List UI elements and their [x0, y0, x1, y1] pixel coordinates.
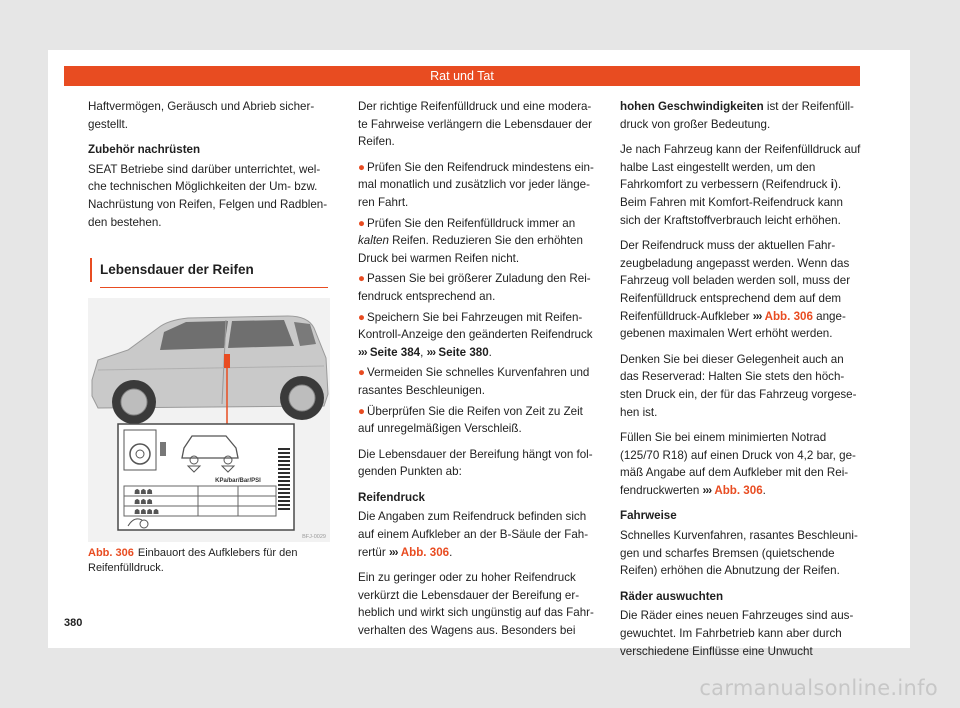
svg-text:☗☗☗☗: ☗☗☗☗ — [134, 509, 160, 516]
bullet-icon: ● — [358, 160, 366, 174]
caption-text: Einbauort des Aufklebers für den Reifenfülldruck. — [88, 547, 298, 574]
figure-link[interactable]: Abb. 306 — [764, 309, 813, 323]
svg-text:☗☗☗: ☗☗☗ — [134, 489, 153, 496]
subheading-tire-pressure: Reifendruck — [358, 490, 426, 504]
bullet-item: ● Vermeiden Sie schnelles Kurvenfahren und rasantes Beschleunigen. — [358, 366, 590, 397]
figure-link[interactable]: Abb. 306 — [400, 545, 450, 559]
tire-label-illustration — [88, 298, 330, 542]
bullet-item: ● Prüfen Sie den Reifenfülldruck immer an kalten Reifen. Reduzieren Sie den erhöhten Druck bei warmen Reifen nicht. — [358, 216, 583, 265]
section-title: Lebensdauer der Reifen — [100, 260, 328, 288]
reference-arrow-icon: ››› — [702, 483, 712, 497]
info-icon: i — [830, 178, 834, 192]
page-link[interactable]: Seite 384 — [369, 345, 421, 359]
tire-label-units: KPa/bar/Bar/PSI — [215, 478, 261, 484]
bullet-icon: ● — [358, 404, 366, 418]
paragraph: Je nach Fahrzeug kann der Reifenfülldruck auf halbe Last eingestellt werden, um den Fahrkomfort zu verbessern (Reifendruck i). Beim Fahren mit Komfort-Reifendruck kann sich der Kraftstoffverbrauch leicht erhöhen. — [620, 143, 861, 227]
caption-label: Abb. 306 — [88, 547, 134, 559]
bullet-icon: ● — [358, 310, 366, 324]
paragraph: Der richtige Reifenfülldruck und eine modera- te Fahrweise verlängern die Lebensdauer der Reifen. — [358, 100, 592, 149]
paragraph: Die Lebensdauer der Bereifung hängt von fol- genden Punkten ab: — [358, 447, 593, 479]
reference-arrow-icon: ››› — [426, 345, 436, 359]
figure-tire-label — [88, 298, 330, 542]
svg-text:☗☗☗: ☗☗☗ — [134, 499, 153, 506]
column-3 — [620, 98, 862, 668]
paragraph: Schnelles Kurvenfahren, rasantes Beschleuni- gen und scharfes Bremsen (quietschende Reifen) erhöhen die Abnutzung der Reifen. — [620, 529, 858, 578]
column-2 — [358, 98, 602, 648]
bullet-icon: ● — [358, 366, 366, 380]
reference-arrow-icon: ››› — [358, 345, 367, 359]
paragraph: Die Angaben zum Reifendruck befinden sich auf einem Aufkleber an der B-Säule der Fah- rertür ››› Abb. 306. — [358, 510, 589, 559]
chapter-banner — [64, 66, 860, 86]
paragraph: Haftvermögen, Geräusch und Abrieb sicher- gestellt. — [88, 100, 315, 131]
bullet-icon: ● — [358, 216, 366, 230]
column-1 — [88, 98, 334, 239]
bullet-item: ● Überprüfen Sie die Reifen von Zeit zu Zeit auf unregelmäßigen Verschleiß. — [358, 404, 583, 436]
subheading-wheel-balancing: Räder auswuchten — [620, 589, 724, 603]
bullet-item: ● Speichern Sie bei Fahrzeugen mit Reifen- Kontroll-Anzeige den geänderten Reifendruck ››› Seite 384, ››› Seite 380. — [358, 310, 593, 359]
paragraph: Die Räder eines neuen Fahrzeuges sind aus- gewuchtet. Im Fahrbetrieb kann aber durch verschiedene Einflüsse eine Unwucht — [620, 609, 854, 658]
paragraph: Füllen Sie bei einem minimierten Notrad (125/70 R18) auf einen Druck von 4,2 bar, ge- mäß Angabe auf dem Aufkleber mit den Rei- fendruckwerten ››› Abb. 306. — [620, 431, 856, 497]
reference-arrow-icon: ››› — [752, 309, 762, 323]
page-number: 380 — [64, 617, 83, 629]
paragraph: hohen Geschwindigkeiten ist der Reifenfüll- druck von großer Bedeutung. — [620, 100, 854, 131]
chapter-title: Rat und Tat — [430, 69, 494, 83]
bullet-item: ● Passen Sie bei größerer Zuladung den Rei- fendruck entsprechend an. — [358, 272, 591, 303]
paragraph: Ein zu geringer oder zu hoher Reifendruck verkürzt die Lebensdauer der Bereifung er- heblich und wirkt sich ungünstig auf das Fahr- verhalten des Wagens aus. Besonders bei — [358, 571, 594, 638]
paragraph: SEAT Betriebe sind darüber unterrichtet, wel- che technischen Möglichkeiten der Um- bzw. Nachrüstung von Reifen, Felgen und Radblen- den bestehen. — [88, 162, 328, 229]
section-marker — [90, 258, 92, 282]
paragraph: Der Reifendruck muss der aktuellen Fahr- zeugbeladung angepasst werden. Wenn das Fahrzeug voll beladen werden soll, muss der Reifenfülldruck entsprechend dem auf dem Reifenfülldruck-Aufkleber ››› Abb. 306 ange- gebenen maximalen Wert erhöht werden. — [620, 239, 851, 341]
bullet-icon: ● — [358, 272, 366, 286]
page-link[interactable]: Seite 380 — [438, 345, 489, 359]
watermark: carmanualsonline.info — [699, 676, 938, 700]
figure-code: BFJ-0029 — [302, 534, 326, 540]
bullet-item: ● Prüfen Sie den Reifendruck mindestens ein- mal monatlich und zusätzlich vor jeder länge- ren Fahrt. — [358, 160, 594, 209]
figure-caption — [88, 546, 330, 576]
subheading-accessories: Zubehör nachrüsten — [88, 143, 201, 157]
reference-arrow-icon: ››› — [388, 545, 398, 559]
paragraph: Denken Sie bei dieser Gelegenheit auch an das Reserverad: Halten Sie stets den höch- sten Druck ein, der für das Fahrzeug vorgese- hen ist. — [620, 352, 857, 419]
subheading-driving-style: Fahrweise — [620, 509, 677, 523]
figure-link[interactable]: Abb. 306 — [714, 483, 763, 497]
